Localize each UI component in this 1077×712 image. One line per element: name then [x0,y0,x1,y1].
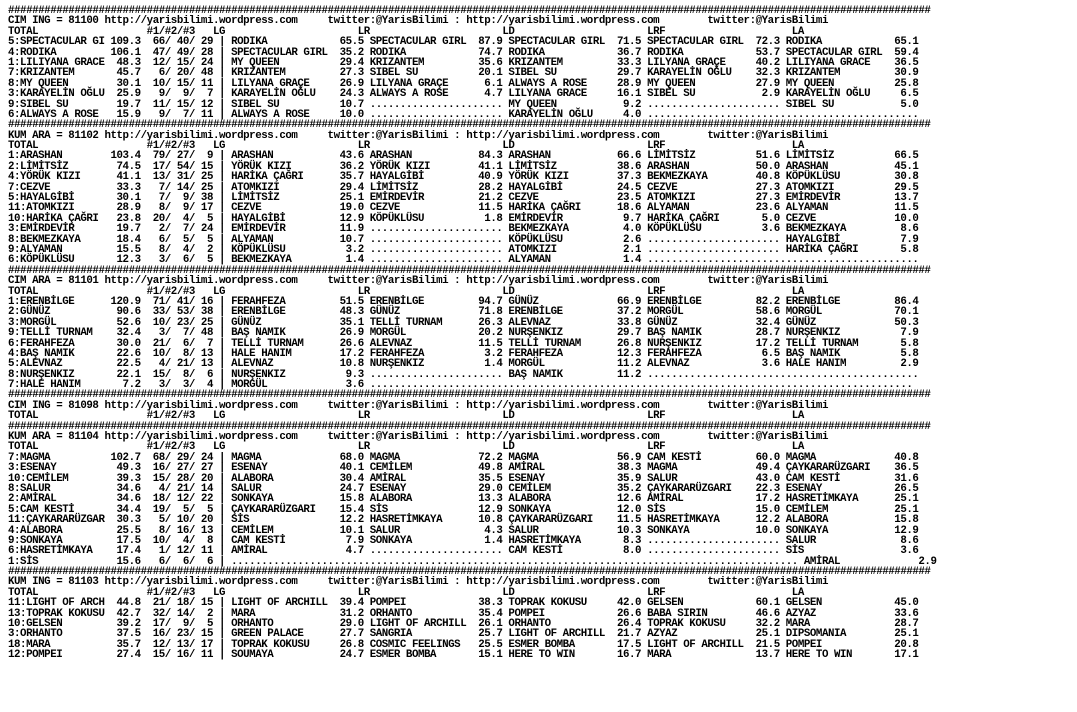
text-line: 7:HALE HANIM 7.2 3/ 3/ 4 | MORGÜL 3.6 .......................................................................................... [8,379,913,392]
text-line: 6:FERAHFEZA 30.0 21/ 6/ 7 | TELLİ TURNAM 26.6 ALEVNAZ 11.5 TELLİ TURNAM 26.8 NURŞENKIZ 17.2 TELLİ TURNAM 5.8 [8,337,919,350]
text-line: 1:ARASHAN 103.4 79/ 27/ 9 | ARASHAN 43.6 ARASHAN 84.3 ARASHAN 66.6 LİMİTSİZ 51.6 LİMİTSİZ 66.5 [8,150,919,163]
text-line: 11:ATOMKIZI 28.9 8/ 9/ 17 | CEZVE 19.0 CEZVE 11.5 HARİKA ÇAĞRI 18.6 ALYAMAN 23.6 ALYAMAN 11.5 [8,202,919,215]
text-line: 10:CEMİLEM 39.3 15/ 28/ 20 | ALABORA 30.4 AMİRAL 35.5 ESENAY 35.9 SALUR 43.0 CAM KESTİ 31.6 [8,472,919,485]
text-line: 4:ALABORA 25.5 8/ 16/ 13 | CEMİLEM 10.1 SALUR 4.3 SALUR 10.3 SONKAYA 10.0 SONKAYA 12.9 [8,524,919,537]
text-line: 10:HARİKA ÇAĞRI 23.8 20/ 4/ 5 | HAYALGİBİ 12.9 KÖPÜKLÜSU 1.8 EMİRDEVİR 9.7 HARİKA ÇAĞRI 5.0 CEZVE 10.0 [8,212,919,225]
text-line: 7:CEZVE 33.3 7/ 14/ 25 | ATOMKIZI 29.4 LİMİTSİZ 28.2 HAYALGİBİ 24.5 CEZVE 27.3 ATOMKIZI 29.5 [8,181,919,194]
text-line: 9:ALYAMAN 15.5 8/ 4/ 2 | KÖPÜKLÜSU 3.2 ...................... ATOMKIZI 2.1 ...................... HARİKA ÇAĞRI 5.8 [8,243,919,256]
text-line: 4:BAŞ NAMIK 22.6 10/ 8/ 13 | HALE HANIM 17.2 FERAHFEZA 3.2 FERAHFEZA 12.3 FERAHFEZA 6.5 BAŞ NAMIK 5.8 [8,347,919,360]
text-line: 1:LILIYANA GRACE 48.3 12/ 15/ 24 | MY QUEEN 29.4 KRIZANTEM 35.6 KRIZANTEM 33.3 LILYANA GRAÇE 40.2 LILIYANA GRACE 36.5 [8,56,919,69]
text-line: 8:NURŞENKIZ 22.1 15/ 8/ 6 | NURŞENKIZ 9.3 ...................... BAŞ NAMIK 11.2 ............................................. [8,368,919,381]
text-line: 9:SONKAYA 17.5 10/ 4/ 8 | CAM KESTİ 7.9 SONKAYA 1.4 HASRETİMKAYA 8.3 ...................... SALUR 8.6 [8,534,919,547]
text-line: 5:CAM KESTİ 34.4 19/ 5/ 5 | ÇAYKARARÜZGARI 15.4 SİS 12.9 SONKAYA 12.0 SİS 15.0 CEMİLEM 25.1 [8,503,919,516]
text-line: 10:GELSEN 39.2 17/ 9/ 5 | ORHANTO 29.0 LIGHT OF ARCHILL 26.1 ORHANTO 26.4 TOPRAK KOKUSU 32.2 MARA 28.7 [8,618,919,631]
text-line: 9:SIBEL SU 19.7 11/ 15/ 12 | SIBEL SU 10.7 ...................... MY QUEEN 9.2 ...................... SIBEL SU 5.0 [8,98,919,111]
text-line: 3:ORHANTO 37.5 16/ 23/ 15 | GREEN PALACE 27.7 SANGRIA 25.7 LIGHT OF ARCHILL 21.7 AZYAZ 25.1 DIPSOMANIA 25.1 [8,628,919,641]
text-line: TOTAL #1/#2/#3 LG LR LD LRF LA [8,140,804,153]
text-line: 7:KRIZANTEM 45.7 6/ 20/ 48 | KRIZANTEM 27.3 SIBEL SU 20.1 SIBEL SU 29.7 KARAYELİN OĞLU 32.3 KRIZANTEM 30.9 [8,67,919,80]
text-line: 13:TOPRAK KOKUSU 42.7 32/ 14/ 2 | MARA 31.2 ORHANTO 35.4 POMPEI 26.6 BABA SIRIN 46.6 AZYAZ 33.6 [8,607,919,620]
text-line: TOTAL #1/#2/#3 LG LR LD LRF LA [8,586,804,599]
text-line: ######################################################################################################################################################### [8,5,931,17]
text-line: 12:POMPEI 27.4 15/ 16/ 11 | SOUMAYA 24.7 ESMER BOMBA 15.1 HERE TO WIN 16.7 MARA 13.7 HERE TO WIN 17.1 [8,649,919,662]
text-line: 3:EMİRDEVİR 19.7 2/ 7/ 24 | EMİRDEVİR 11.9 ...................... BEKMEZKAYA 4.0 KÖPÜKLÜSU 3.6 BEKMEZKAYA 8.6 [8,223,919,236]
text-line: CIM ING = 81098 http://yarisbilimi.wordpress.com twitter:@YarisBilimi : http://yarisbilimi.wordpress.com twitter:@YarisBilimi [8,399,828,412]
text-line: ######################################################################################################################################################### [8,264,931,277]
text-line: CIM ARA = 81101 http://yarisbilimi.wordpress.com twitter:@YarisBilimi : http://yarisbilimi.wordpress.com twitter:@YarisBilimi [8,275,828,288]
text-line: TOTAL #1/#2/#3 LG LR LD LRF LA [8,25,804,38]
text-line: ######################################################################################################################################################### [8,566,931,579]
race-analysis-sheet [8,6,1077,661]
text-line: KUM ARA = 81102 http://yarisbilimi.wordpress.com twitter:@YarisBilimi : http://yarisbilimi.wordpress.com twitter:@YarisBilimi [8,129,828,142]
text-line: TOTAL #1/#2/#3 LG LR LD LRF LA [8,285,804,298]
text-line: 8:MY QUEEN 30.1 10/ 15/ 11 | LILYANA GRAÇE 26.9 LILYANA GRAÇE 6.1 ALWAYS A ROSE 28.9 MY QUEEN 27.9 MY QUEEN 25.8 [8,77,919,90]
text-line: 1:ERENBİLGE 120.9 71/ 41/ 16 | FERAHFEZA 51.5 ERENBİLGE 94.7 GÜNÜZ 66.9 ERENBİLGE 82.2 ERENBİLGE 86.4 [8,295,919,308]
text-line: 3:KARAYELİN OĞLU 25.9 9/ 9/ 7 | KARAYELİN OĞLU 24.3 ALWAYS A ROSE 4.7 LILYANA GRACE 16.1 SIBEL SU 2.9 KARAYELİN OĞLU 6.5 [8,88,919,101]
text-line: 3:MORGÜL 52.6 10/ 23/ 25 | GÜNÜZ 35.1 TELLİ TURNAM 26.3 ALEVNAZ 33.8 GÜNÜZ 32.4 GÜNÜZ 50.3 [8,316,919,329]
text-line: 5:SPECTACULAR GI 109.3 66/ 40/ 29 | RODIKA 65.5 SPECTACULAR GIRL 87.9 SPECTACULAR GIRL 71.5 SPECTACULAR GIRL 72.3 RODIKA 65.1 [8,36,919,49]
text-line: 11:ÇAYKARARÜZGAR 30.3 5/ 10/ 20 | SİS 12.2 HASRETİMKAYA 10.8 ÇAYKARARÜZGARI 11.5 HASRETİMKAYA 12.2 ALABORA 15.8 [8,514,919,527]
text-line: 11:LIGHT OF ARCH 44.8 21/ 18/ 15 | LIGHT OF ARCHILL 39.4 POMPEI 38.3 TOPRAK KOKUSU 42.0 GELSEN 60.1 GELSEN 45.0 [8,597,919,610]
text-line: 5:ALEVNAZ 22.5 4/ 21/ 13 | ALEVNAZ 10.8 NURŞENKIZ 1.4 MORGÜL 11.2 ALEVNAZ 3.6 HALE HANIM 2.9 [8,358,919,371]
text-line: TOTAL #1/#2/#3 LG LR LD LRF LA [8,410,804,423]
text-line: 6:KÖPÜKLÜSU 12.3 3/ 6/ 5 | BEKMEZKAYA 1.4 ...................... ALYAMAN 1.4 ............................................. [8,254,919,267]
text-line: 4:YÖRÜK KIZI 41.1 13/ 31/ 25 | HARİKA ÇAĞRI 35.7 HAYALGİBİ 40.9 YÖRÜK KIZI 37.3 BEKMEZKAYA 40.8 KÖPÜKLÜSU 30.8 [8,171,919,184]
text-line: 18:MARA 35.7 12/ 13/ 17 | TOPRAK KOKUSU 26.8 COSMIC FEELINGS 25.5 ESMER BOMBA 17.5 LIGHT OF ARCHILL 21.5 POMPEI 20.8 [8,638,919,651]
text-line: 9:TELLİ TURNAM 32.4 3/ 7/ 48 | BAŞ NAMIK 26.9 MORGÜL 20.2 NURŞENKIZ 29.7 BAŞ NAMIK 28.7 NURŞENKIZ 7.9 [8,327,919,340]
text-line: 6:ALWAYS A ROSE 15.9 9/ 7/ 11 | ALWAYS A ROSE 10.0 ...................... KARAYELİN OĞLU 4.0 ............................................. [8,108,919,121]
text-line: 5:HAYALGİBİ 30.1 7/ 9/ 38 | LİMİTSİZ 25.1 EMİRDEVİR 21.2 CEZVE 23.5 ATOMKIZI 27.3 EMİRDEVİR 13.7 [8,192,919,205]
text-line: 2:LİMİTSİZ 74.5 17/ 54/ 15 | YÖRÜK KIZI 36.2 YÖRÜK KIZI 41.1 LİMİTSİZ 38.6 ARASHAN 50.0 ARASHAN 45.1 [8,160,919,173]
text-line: ######################################################################################################################################################### [8,389,931,402]
text-line: 6:HASRETİMKAYA 17.4 1/ 12/ 11 | AMİRAL 4.7 ...................... CAM KESTİ 8.0 ...................... SİS 3.6 [8,545,919,558]
text-line: 3:ESENAY 49.3 16/ 27/ 27 | ESENAY 40.1 CEMİLEM 49.8 AMİRAL 38.3 MAGMA 49.4 ÇAYKARARÜZGARI 36.5 [8,462,919,475]
text-line: ######################################################################################################################################################### [8,420,931,433]
text-line: 4:RODIKA 106.1 47/ 49/ 28 | SPECTACULAR GIRL 35.2 RODIKA 74.7 RODIKA 36.7 RODIKA 53.7 SPECTACULAR GIRL 59.4 [8,46,919,59]
text-line: 8:BEKMEZKAYA 18.4 6/ 5/ 5 | ALYAMAN 10.7 ...................... KÖPÜKLÜSU 2.6 ...................... HAYALGİBİ 7.9 [8,233,919,246]
text-line: 7:MAGMA 102.7 68/ 29/ 24 | MAGMA 68.0 MAGMA 72.2 MAGMA 56.9 CAM KESTİ 60.0 MAGMA 40.8 [8,451,919,464]
text-line: KUM ARA = 81104 http://yarisbilimi.wordpress.com twitter:@YarisBilimi : http://yarisbilimi.wordpress.com twitter:@YarisBilimi [8,431,828,444]
text-line: 1:SİS 15.6 6/ 6/ 6 | .............................................................................................. AMİRAL 2.9 [8,555,937,568]
text-line: 8:SALUR 34.6 4/ 21/ 14 | SALUR 24.7 ESENAY 29.0 CEMİLEM 35.2 ÇAYKARARÜZGARI 22.3 ESENAY 26.5 [8,482,919,495]
text-line: CIM ING = 81100 http://yarisbilimi.wordpress.com twitter:@YarisBilimi : http://yarisbilimi.wordpress.com twitter:@YarisBilimi [8,15,828,28]
text-line: TOTAL #1/#2/#3 LG LR LD LRF LA [8,441,804,454]
text-line: ######################################################################################################################################################### [8,119,931,132]
text-line: 2:GÜNÜZ 90.6 33/ 53/ 38 | ERENBİLGE 48.3 GÜNÜZ 71.8 ERENBİLGE 37.2 MORGÜL 58.6 MORGÜL 70.1 [8,306,919,319]
text-line: 2:AMİRAL 34.6 18/ 12/ 22 | SONKAYA 15.8 ALABORA 13.3 ALABORA 12.6 AMİRAL 17.2 HASRETİMKAYA 25.1 [8,493,919,506]
text-line: KUM ING = 81103 http://yarisbilimi.wordpress.com twitter:@YarisBilimi : http://yarisbilimi.wordpress.com twitter:@YarisBilimi [8,576,828,589]
